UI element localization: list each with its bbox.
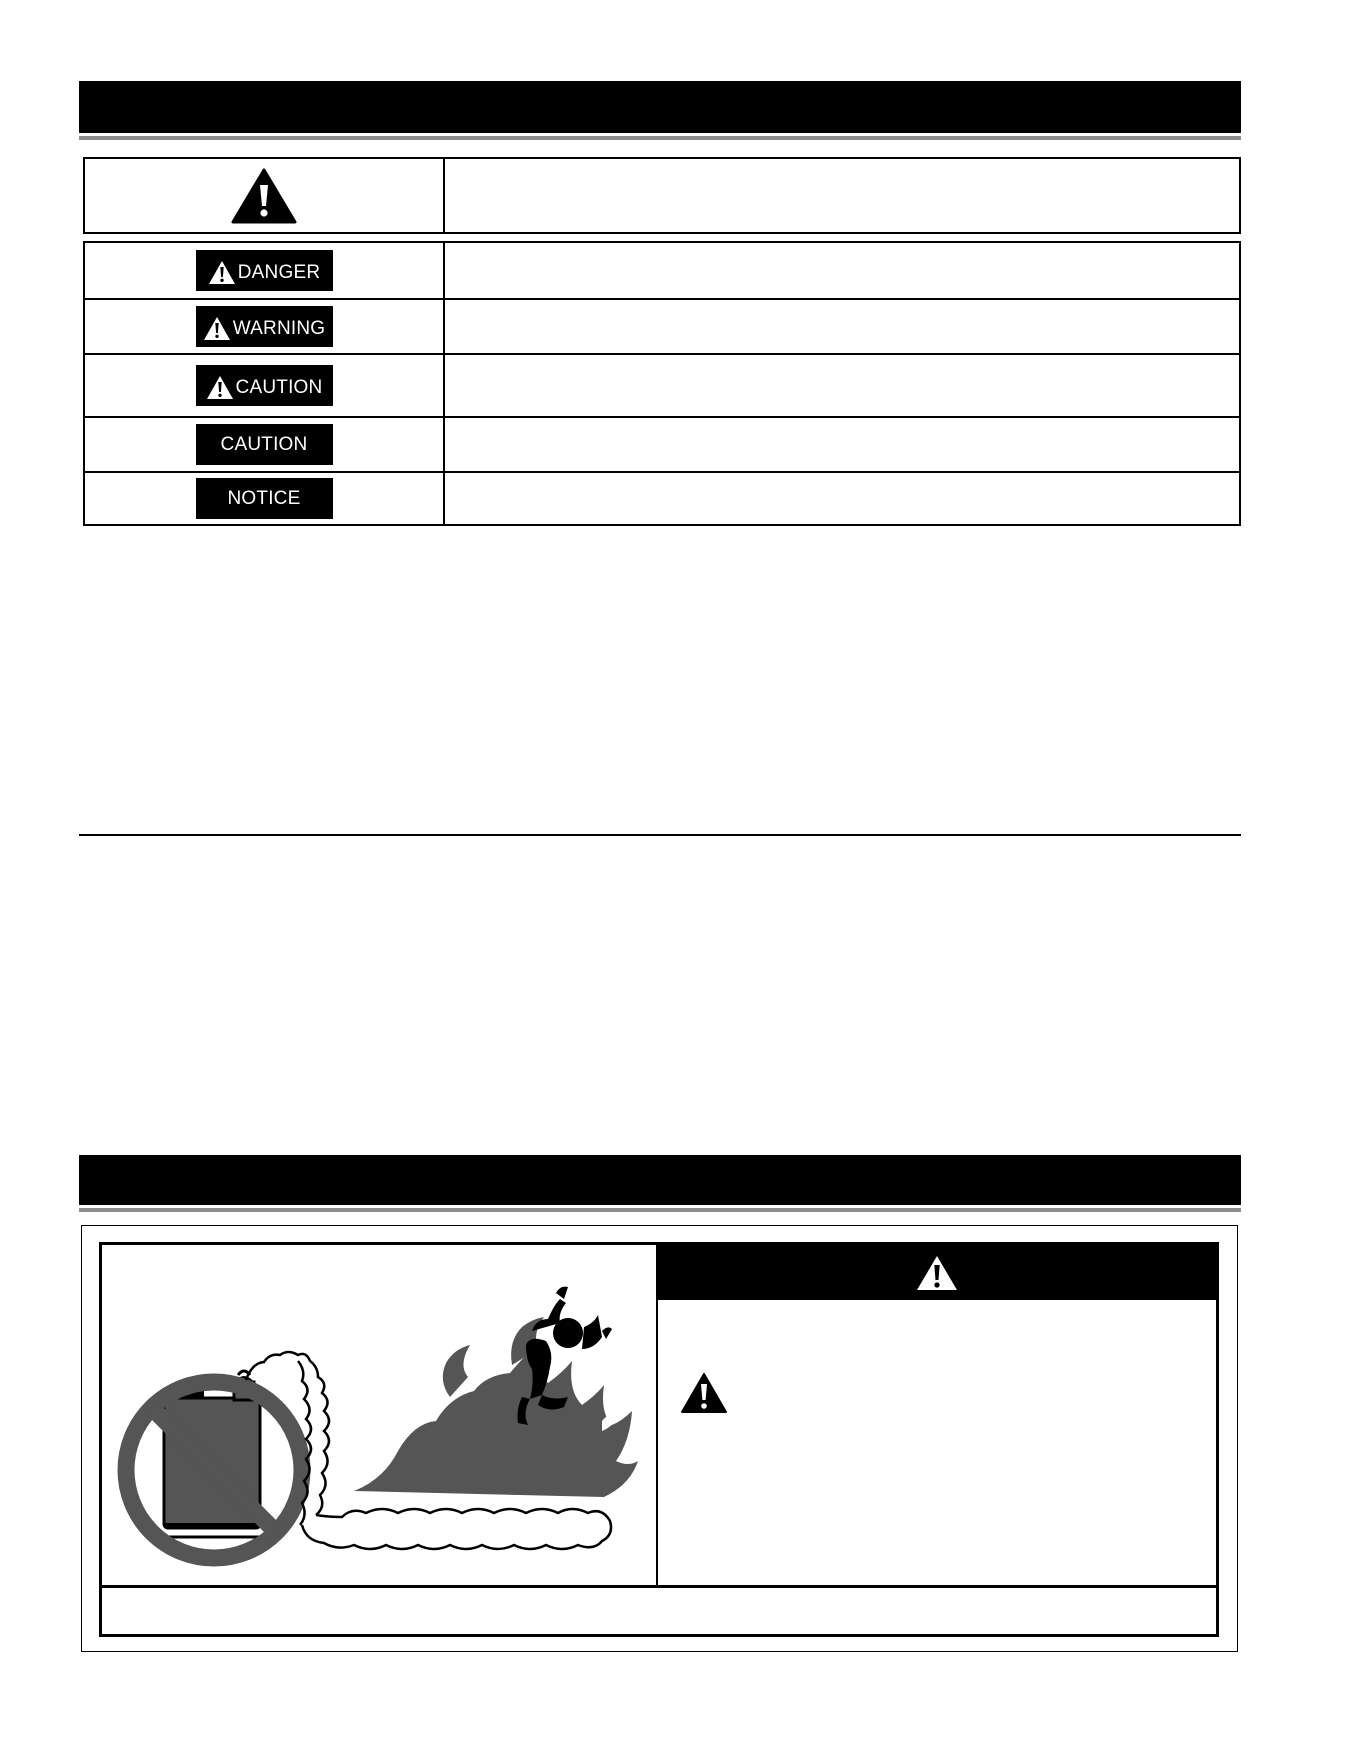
signal-cell xyxy=(85,418,445,471)
safety-alert-triangle-icon xyxy=(915,1254,959,1292)
safety-alert-triangle-icon xyxy=(680,1372,728,1414)
hazard-panel xyxy=(99,1242,1219,1637)
section-header-rule xyxy=(79,1208,1241,1212)
notice-text: NOTICE xyxy=(227,487,301,509)
caution-alert-description xyxy=(445,355,1239,416)
safety-symbol-table xyxy=(83,157,1241,234)
warning-text: WARNING xyxy=(232,317,326,339)
safety-symbol-cell xyxy=(85,159,445,232)
hazard-warning-column xyxy=(658,1245,1216,1585)
signal-row-notice xyxy=(85,471,1239,524)
section-header-bar-hazard xyxy=(79,1155,1241,1205)
signal-row-caution xyxy=(85,416,1239,471)
caution-text: CAUTION xyxy=(220,433,308,455)
safety-alert-triangle-icon xyxy=(231,168,297,224)
signal-row-danger xyxy=(85,243,1239,298)
caution-alert-label xyxy=(196,365,333,406)
signal-cell xyxy=(85,300,445,353)
safety-alert-triangle-icon xyxy=(208,260,236,285)
safety-alert-triangle-icon xyxy=(203,316,231,341)
section-header-bar-safety xyxy=(79,81,1241,133)
safety-alert-triangle-icon xyxy=(206,375,234,400)
danger-label xyxy=(196,250,333,291)
warning-label xyxy=(196,306,333,347)
warning-description xyxy=(445,300,1239,353)
notice-label xyxy=(196,478,333,519)
section-divider xyxy=(79,834,1241,836)
gasoline-fire-hazard-illustration xyxy=(102,1245,656,1585)
hazard-footer-row xyxy=(102,1585,1216,1634)
section-header-rule xyxy=(79,136,1241,140)
hazard-inline-alert xyxy=(680,1372,728,1419)
hazard-warning-banner xyxy=(658,1245,1216,1300)
danger-description xyxy=(445,243,1239,298)
signal-cell xyxy=(85,243,445,298)
safety-symbol-row xyxy=(85,159,1239,232)
danger-text: DANGER xyxy=(237,261,321,283)
safety-symbol-description xyxy=(445,159,1239,232)
signal-cell xyxy=(85,473,445,524)
notice-description xyxy=(445,473,1239,524)
signal-cell xyxy=(85,355,445,416)
signal-row-caution-alert xyxy=(85,353,1239,416)
caution-alert-text: CAUTION xyxy=(235,376,323,398)
caution-description xyxy=(445,418,1239,471)
signal-word-table xyxy=(83,241,1241,526)
caution-label xyxy=(196,424,333,465)
signal-row-warning xyxy=(85,298,1239,353)
hazard-illustration xyxy=(102,1245,658,1585)
